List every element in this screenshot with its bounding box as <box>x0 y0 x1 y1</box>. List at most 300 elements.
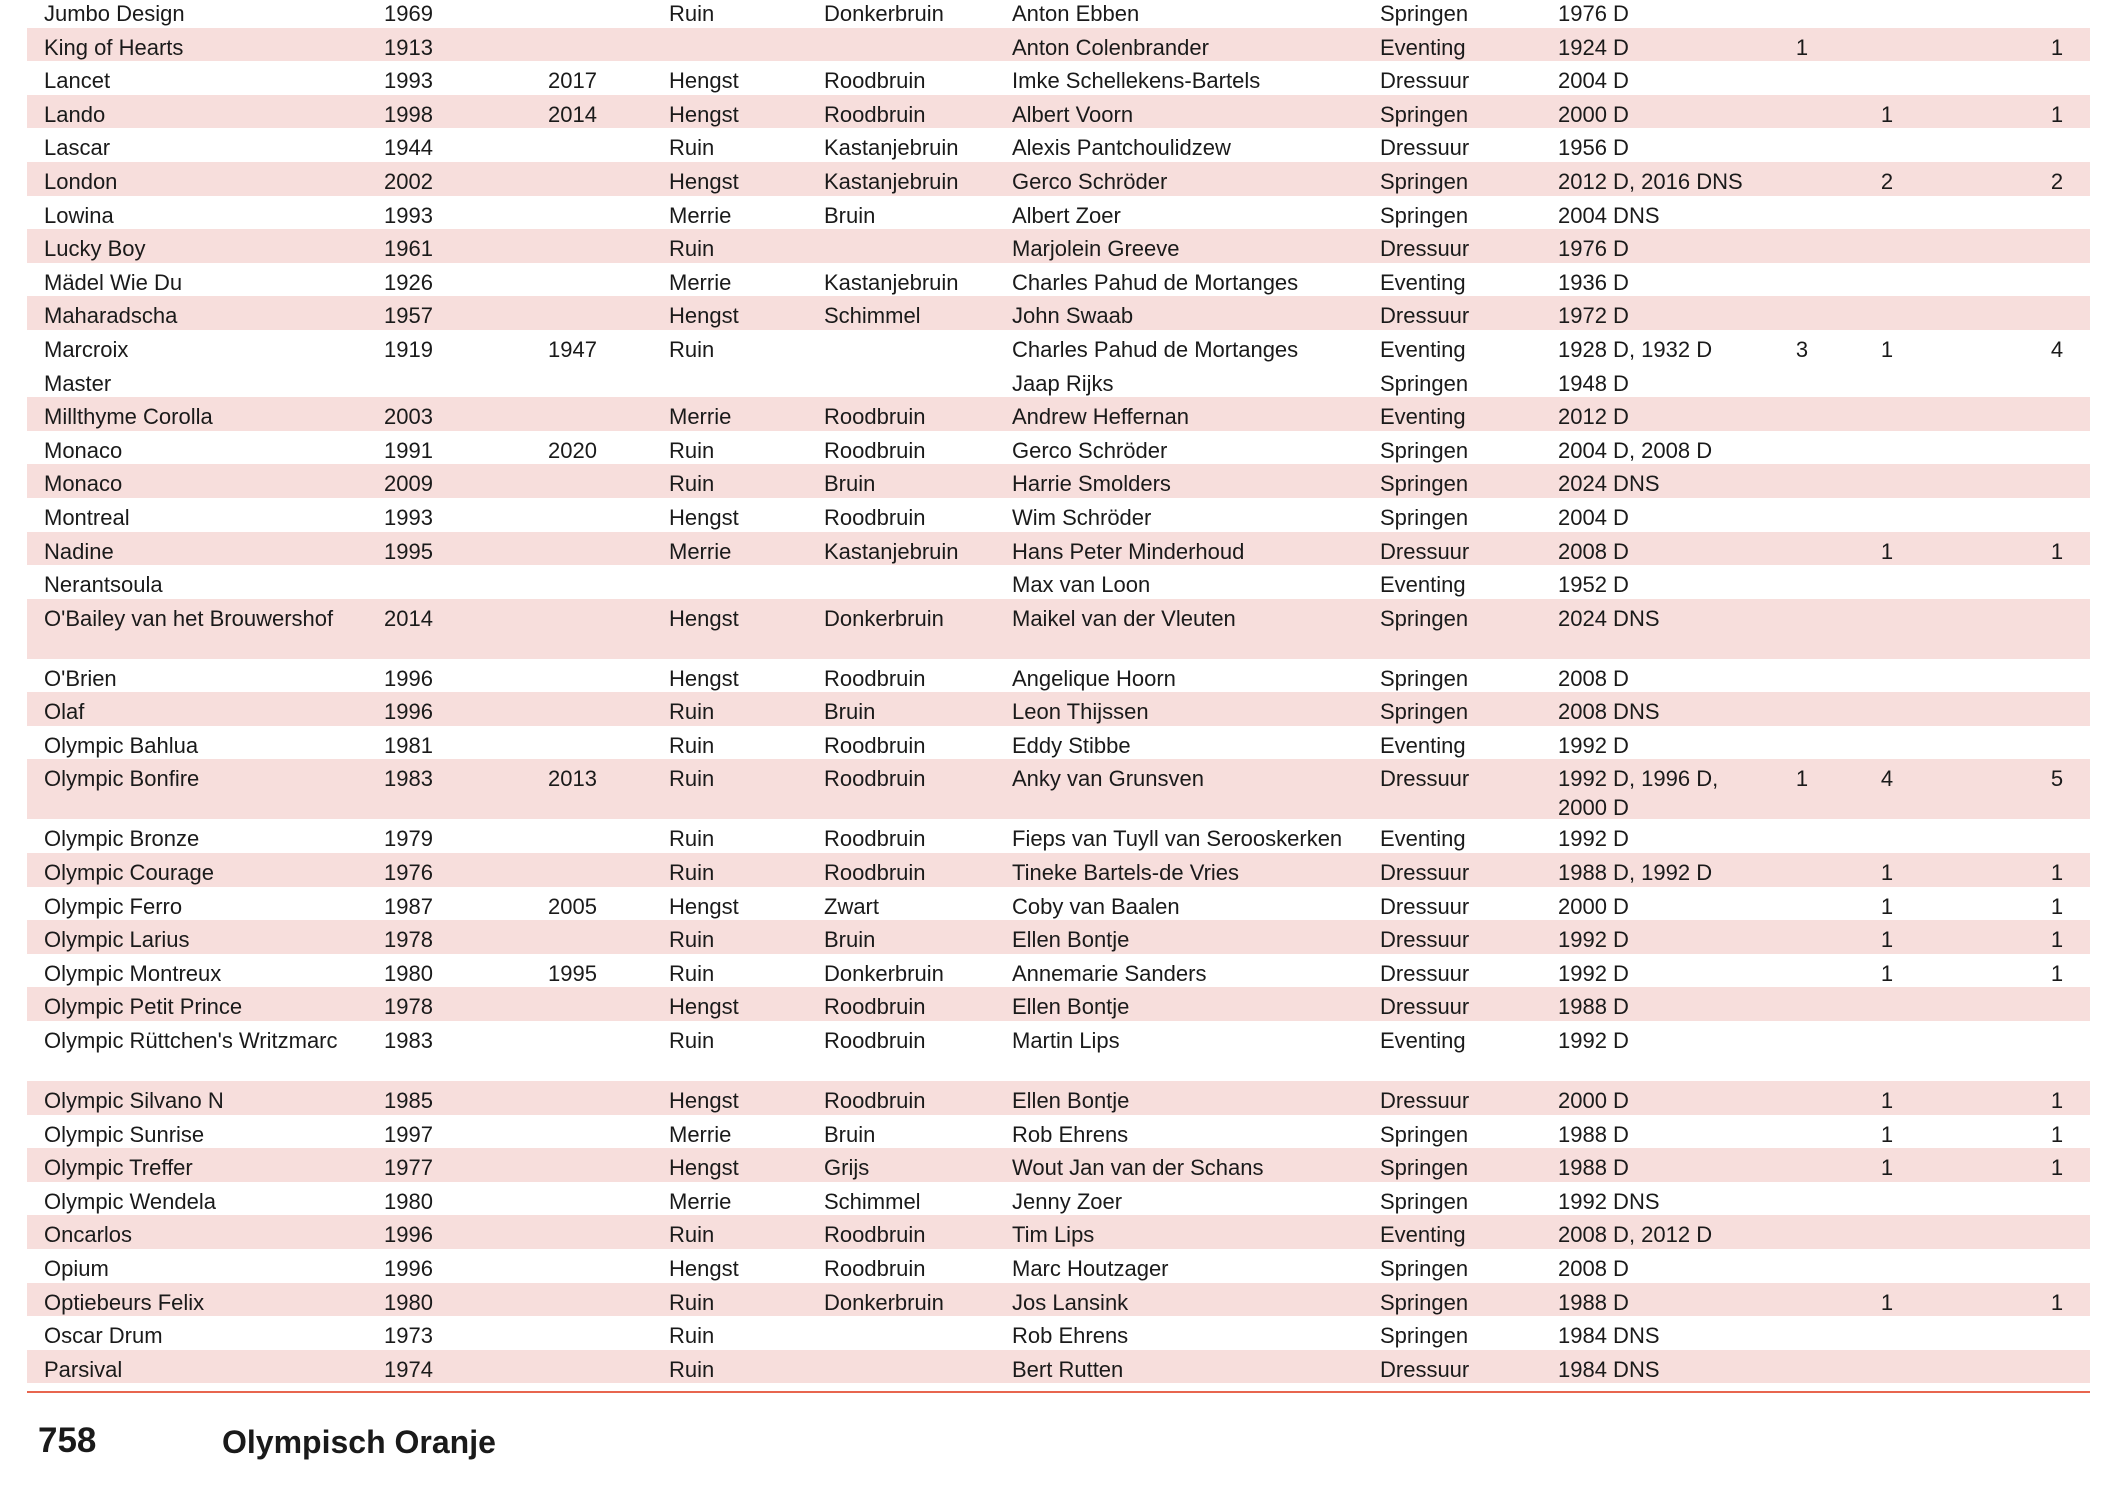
birth-year: 2009 <box>384 471 433 497</box>
page-number: 758 <box>38 1421 97 1460</box>
birth-year: 1976 <box>384 860 433 886</box>
table-row <box>27 1316 2090 1350</box>
horse-name: Olympic Bronze <box>44 826 200 852</box>
rider-name: Gerco Schröder <box>1012 168 1168 194</box>
discipline: Dressuur <box>1380 1356 1470 1382</box>
birth-year: 1991 <box>384 437 433 463</box>
table-row <box>27 853 2090 887</box>
horse-name: O'Brien <box>44 665 117 691</box>
medal-total: 1 <box>2050 927 2064 953</box>
coat-color: Roodbruin <box>824 994 926 1020</box>
table-row <box>27 1021 2090 1081</box>
discipline: Dressuur <box>1380 68 1470 94</box>
medal-count-2: 1 <box>1880 1121 1894 1147</box>
horse-sex: Ruin <box>669 135 715 161</box>
horse-name: Olympic Montreux <box>44 960 222 986</box>
horse-name: Olympic Sunrise <box>44 1121 205 1147</box>
olympic-games: 1976 D <box>1558 1 1629 26</box>
medal-count-1: 1 <box>1795 34 1809 60</box>
olympic-games: 2000 D <box>1558 101 1629 127</box>
coat-color: Roodbruin <box>824 1088 926 1114</box>
horse-sex: Hengst <box>669 605 739 631</box>
medal-total: 1 <box>2050 1121 2064 1147</box>
discipline: Eventing <box>1380 572 1466 598</box>
coat-color: Bruin <box>824 471 876 497</box>
rider-name: Albert Voorn <box>1012 101 1134 127</box>
table-row <box>27 196 2090 230</box>
horse-name: Lando <box>44 101 106 127</box>
horse-name: Olympic Rüttchen's Writzmarc <box>44 1028 338 1054</box>
rider-name: Ellen Bontje <box>1012 994 1130 1020</box>
horse-name: Monaco <box>44 437 123 463</box>
rider-name: Tineke Bartels-de Vries <box>1012 860 1240 886</box>
coat-color: Roodbruin <box>824 1256 926 1281</box>
birth-year: 1993 <box>384 504 433 530</box>
birth-year: 1995 <box>384 538 433 564</box>
coat-color: Kastanjebruin <box>824 538 959 564</box>
horse-sex: Hengst <box>669 665 739 691</box>
olympic-games: 2012 D, 2016 DNS <box>1558 168 1743 194</box>
horse-name: Optiebeurs Felix <box>44 1289 205 1315</box>
olympic-games: 1992 D, 1996 D, 2000 D <box>1558 766 1719 821</box>
olympic-games: 2024 DNS <box>1558 605 1660 631</box>
rider-name: Rob Ehrens <box>1012 1121 1129 1147</box>
olympic-games: 2008 D <box>1558 538 1629 564</box>
olympic-games: 1988 D <box>1558 1289 1629 1315</box>
death-year: 1995 <box>548 960 597 986</box>
discipline: Springen <box>1380 1323 1469 1349</box>
discipline: Springen <box>1380 1289 1469 1315</box>
horse-name: Olaf <box>44 699 85 725</box>
table-row <box>27 1148 2090 1182</box>
birth-year: 1977 <box>384 1155 433 1181</box>
table-row <box>27 498 2090 532</box>
table-row <box>27 229 2090 263</box>
horse-sex: Hengst <box>669 893 739 919</box>
horse-name: Olympic Courage <box>44 860 214 886</box>
horse-sex: Ruin <box>669 1028 715 1054</box>
medal-count-1: 3 <box>1795 336 1809 362</box>
rider-name: Anky van Grunsven <box>1012 766 1204 792</box>
horse-table <box>27 0 2090 1383</box>
birth-year: 2003 <box>384 404 433 430</box>
horse-sex: Ruin <box>669 826 715 852</box>
table-row <box>27 532 2090 566</box>
coat-color: Donkerbruin <box>824 605 944 631</box>
horse-sex: Hengst <box>669 1256 739 1281</box>
rider-name: Imke Schellekens-Bartels <box>1012 68 1261 94</box>
horse-sex: Ruin <box>669 1323 715 1349</box>
table-row <box>27 819 2090 853</box>
rider-name: Maikel van der Vleuten <box>1012 605 1236 631</box>
rider-name: Wout Jan van der Schans <box>1012 1155 1264 1181</box>
death-year: 2005 <box>548 893 597 919</box>
rider-name: Alexis Pantchoulidzew <box>1012 135 1231 161</box>
discipline: Eventing <box>1380 404 1466 430</box>
olympic-games: 1992 D <box>1558 927 1629 953</box>
horse-sex: Merrie <box>669 269 732 295</box>
horse-name: Oscar Drum <box>44 1323 163 1349</box>
rider-name: Albert Zoer <box>1012 202 1121 228</box>
discipline: Dressuur <box>1380 960 1470 986</box>
birth-year: 1980 <box>384 1289 433 1315</box>
birth-year: 1980 <box>384 960 433 986</box>
coat-color: Kastanjebruin <box>824 269 959 295</box>
coat-color: Roodbruin <box>824 826 926 852</box>
medal-total: 2 <box>2050 168 2064 194</box>
rider-name: Tim Lips <box>1012 1222 1095 1248</box>
coat-color: Roodbruin <box>824 860 926 886</box>
horse-name: Master <box>44 370 112 396</box>
horse-sex: Ruin <box>669 960 715 986</box>
horse-sex: Ruin <box>669 236 715 262</box>
rider-name: Marjolein Greeve <box>1012 236 1180 262</box>
medal-count-2: 1 <box>1880 893 1894 919</box>
olympic-games: 2008 D <box>1558 1256 1629 1281</box>
horse-name: Nerantsoula <box>44 572 163 598</box>
olympic-games: 2008 DNS <box>1558 699 1660 725</box>
medal-total: 1 <box>2050 893 2064 919</box>
table-row <box>27 920 2090 954</box>
horse-sex: Ruin <box>669 437 715 463</box>
discipline: Springen <box>1380 202 1469 228</box>
olympic-games: 1956 D <box>1558 135 1629 161</box>
horse-name: Oncarlos <box>44 1222 133 1248</box>
horse-name: Olympic Treffer <box>44 1155 193 1181</box>
discipline: Dressuur <box>1380 236 1470 262</box>
discipline: Dressuur <box>1380 1088 1470 1114</box>
discipline: Springen <box>1380 1121 1469 1147</box>
death-year: 1947 <box>548 336 597 362</box>
olympic-games: 1988 D <box>1558 994 1629 1020</box>
olympic-games: 1984 DNS <box>1558 1356 1660 1382</box>
horse-sex: Ruin <box>669 766 715 792</box>
rider-name: Jenny Zoer <box>1012 1188 1123 1214</box>
medal-total: 1 <box>2050 1088 2064 1114</box>
discipline: Eventing <box>1380 1028 1466 1054</box>
table-row <box>27 0 2090 28</box>
medal-count-2: 1 <box>1880 860 1894 886</box>
table-row <box>27 1350 2090 1384</box>
olympic-games: 2004 DNS <box>1558 202 1660 228</box>
coat-color: Bruin <box>824 202 876 228</box>
birth-year: 1983 <box>384 1028 433 1054</box>
book-title: Olympisch Oranje <box>222 1424 496 1460</box>
birth-year: 1993 <box>384 68 433 94</box>
birth-year: 1998 <box>384 101 433 127</box>
coat-color: Roodbruin <box>824 732 926 758</box>
birth-year: 1983 <box>384 766 433 792</box>
birth-year: 2014 <box>384 605 433 631</box>
horse-name: Marcroix <box>44 336 129 362</box>
table-row <box>27 987 2090 1021</box>
medal-count-2: 1 <box>1880 101 1894 127</box>
horse-sex: Hengst <box>669 1088 739 1114</box>
horse-sex: Ruin <box>669 927 715 953</box>
olympic-games: 1972 D <box>1558 303 1629 329</box>
rider-name: Bert Rutten <box>1012 1356 1124 1382</box>
medal-count-2: 1 <box>1880 336 1894 362</box>
medal-total: 1 <box>2050 1155 2064 1181</box>
olympic-games: 2000 D <box>1558 1088 1629 1114</box>
olympic-games: 1948 D <box>1558 370 1629 396</box>
horse-name: Lucky Boy <box>44 236 146 262</box>
horse-name: Olympic Bonfire <box>44 766 200 792</box>
rider-name: Anton Ebben <box>1012 1 1140 26</box>
olympic-games: 1936 D <box>1558 269 1629 295</box>
birth-year: 1980 <box>384 1188 433 1214</box>
horse-sex: Ruin <box>669 336 715 362</box>
birth-year: 1996 <box>384 665 433 691</box>
horse-name: Olympic Silvano N <box>44 1088 224 1114</box>
horse-sex: Hengst <box>669 1155 739 1181</box>
discipline: Dressuur <box>1380 303 1470 329</box>
olympic-games: 1992 D <box>1558 1028 1629 1054</box>
olympic-games: 2024 DNS <box>1558 471 1660 497</box>
discipline: Dressuur <box>1380 893 1470 919</box>
discipline: Dressuur <box>1380 135 1470 161</box>
rider-name: Max van Loon <box>1012 572 1151 598</box>
horse-name: O'Bailey van het Brouwershof <box>44 605 334 631</box>
rider-name: Jos Lansink <box>1012 1289 1129 1315</box>
olympic-games: 1984 DNS <box>1558 1323 1660 1349</box>
birth-year: 1978 <box>384 927 433 953</box>
discipline: Springen <box>1380 665 1469 691</box>
horse-sex: Hengst <box>669 68 739 94</box>
horse-sex: Ruin <box>669 860 715 886</box>
discipline: Dressuur <box>1380 538 1470 564</box>
discipline: Springen <box>1380 370 1469 396</box>
coat-color: Schimmel <box>824 1188 921 1214</box>
table-bottom-rule <box>27 1391 2090 1393</box>
coat-color: Roodbruin <box>824 766 926 792</box>
olympic-games: 1952 D <box>1558 572 1629 598</box>
rider-name: Anton Colenbrander <box>1012 34 1209 60</box>
medal-count-2: 1 <box>1880 538 1894 564</box>
medal-count-2: 1 <box>1880 960 1894 986</box>
horse-sex: Merrie <box>669 202 732 228</box>
discipline: Springen <box>1380 699 1469 725</box>
medal-total: 1 <box>2050 34 2064 60</box>
horse-name: Opium <box>44 1256 109 1281</box>
discipline: Springen <box>1380 471 1469 497</box>
medal-count-1: 1 <box>1795 766 1809 792</box>
horse-name: Jumbo Design <box>44 1 185 26</box>
horse-name: Olympic Larius <box>44 927 190 953</box>
discipline: Springen <box>1380 168 1469 194</box>
coat-color: Roodbruin <box>824 68 926 94</box>
medal-total: 1 <box>2050 538 2064 564</box>
olympic-games: 1988 D, 1992 D <box>1558 860 1713 886</box>
death-year: 2017 <box>548 68 597 94</box>
table-row <box>27 1249 2090 1283</box>
birth-year: 1973 <box>384 1323 433 1349</box>
discipline: Eventing <box>1380 34 1466 60</box>
horse-name: Lancet <box>44 68 111 94</box>
birth-year: 1997 <box>384 1121 433 1147</box>
horse-sex: Merrie <box>669 1121 732 1147</box>
discipline: Dressuur <box>1380 860 1470 886</box>
birth-year: 1944 <box>384 135 433 161</box>
coat-color: Roodbruin <box>824 1222 926 1248</box>
horse-sex: Hengst <box>669 303 739 329</box>
rider-name: Andrew Heffernan <box>1012 404 1189 430</box>
table-row <box>27 692 2090 726</box>
horse-sex: Ruin <box>669 699 715 725</box>
coat-color: Roodbruin <box>824 404 926 430</box>
birth-year: 1987 <box>384 893 433 919</box>
rider-name: Rob Ehrens <box>1012 1323 1129 1349</box>
birth-year: 1919 <box>384 336 433 362</box>
coat-color: Bruin <box>824 699 876 725</box>
horse-name: Monaco <box>44 471 123 497</box>
rider-name: Fieps van Tuyll van Serooskerken <box>1012 826 1343 852</box>
medal-count-2: 1 <box>1880 1289 1894 1315</box>
coat-color: Kastanjebruin <box>824 168 959 194</box>
rider-name: Jaap Rijks <box>1012 370 1114 396</box>
horse-name: Parsival <box>44 1356 123 1382</box>
rider-name: Martin Lips <box>1012 1028 1120 1054</box>
horse-name: Olympic Bahlua <box>44 732 199 758</box>
horse-sex: Ruin <box>669 1289 715 1315</box>
coat-color: Donkerbruin <box>824 1 944 26</box>
discipline: Eventing <box>1380 1222 1466 1248</box>
horse-sex: Ruin <box>669 732 715 758</box>
birth-year: 1926 <box>384 269 433 295</box>
medal-total: 1 <box>2050 1289 2064 1315</box>
rider-name: Harrie Smolders <box>1012 471 1171 497</box>
table-row <box>27 128 2090 162</box>
table-row <box>27 296 2090 330</box>
table-row <box>27 659 2090 693</box>
horse-name: Nadine <box>44 538 114 564</box>
medal-total: 5 <box>2050 766 2064 792</box>
horse-name: Mädel Wie Du <box>44 269 183 295</box>
coat-color: Donkerbruin <box>824 1289 944 1315</box>
olympic-games: 1924 D <box>1558 34 1629 60</box>
death-year: 2020 <box>548 437 597 463</box>
rider-name: Angelique Hoorn <box>1012 665 1176 691</box>
discipline: Springen <box>1380 1188 1469 1214</box>
horse-name: London <box>44 168 118 194</box>
table-row <box>27 28 2090 62</box>
coat-color: Grijs <box>824 1155 870 1181</box>
coat-color: Roodbruin <box>824 665 926 691</box>
discipline: Eventing <box>1380 269 1466 295</box>
medal-count-2: 1 <box>1880 1155 1894 1181</box>
table-row <box>27 954 2090 988</box>
table-row <box>27 364 2090 398</box>
discipline: Springen <box>1380 101 1469 127</box>
table-row <box>27 95 2090 129</box>
birth-year: 1978 <box>384 994 433 1020</box>
birth-year: 1996 <box>384 1256 433 1281</box>
horse-sex: Ruin <box>669 1356 715 1382</box>
coat-color: Bruin <box>824 1121 876 1147</box>
medal-count-2: 1 <box>1880 927 1894 953</box>
olympic-games: 2008 D, 2012 D <box>1558 1222 1713 1248</box>
table-row <box>27 397 2090 431</box>
horse-sex: Hengst <box>669 168 739 194</box>
olympic-games: 1992 D <box>1558 960 1629 986</box>
olympic-games: 1988 D <box>1558 1155 1629 1181</box>
horse-name: Maharadscha <box>44 303 178 329</box>
olympic-games: 2000 D <box>1558 893 1629 919</box>
rider-name: Marc Houtzager <box>1012 1256 1169 1281</box>
horse-sex: Ruin <box>669 1222 715 1248</box>
table-row <box>27 61 2090 95</box>
coat-color: Zwart <box>824 893 879 919</box>
coat-color: Roodbruin <box>824 1028 926 1054</box>
birth-year: 1996 <box>384 1222 433 1248</box>
discipline: Eventing <box>1380 336 1466 362</box>
table-row <box>27 431 2090 465</box>
death-year: 2014 <box>548 101 597 127</box>
death-year: 2013 <box>548 766 597 792</box>
table-row <box>27 599 2090 659</box>
discipline: Springen <box>1380 1 1469 26</box>
rider-name: Annemarie Sanders <box>1012 960 1207 986</box>
olympic-games: 1988 D <box>1558 1121 1629 1147</box>
table-row <box>27 330 2090 364</box>
medal-total: 1 <box>2050 960 2064 986</box>
rider-name: Ellen Bontje <box>1012 927 1130 953</box>
rider-name: Eddy Stibbe <box>1012 732 1131 758</box>
discipline: Springen <box>1380 504 1469 530</box>
birth-year: 1985 <box>384 1088 433 1114</box>
table-row <box>27 1115 2090 1149</box>
birth-year: 1913 <box>384 34 433 60</box>
table-row <box>27 1081 2090 1115</box>
birth-year: 2002 <box>384 168 433 194</box>
olympic-games: 1992 D <box>1558 826 1629 852</box>
birth-year: 1993 <box>384 202 433 228</box>
table-row <box>27 162 2090 196</box>
birth-year: 1996 <box>384 699 433 725</box>
birth-year: 1979 <box>384 826 433 852</box>
rider-name: John Swaab <box>1012 303 1134 329</box>
medal-count-2: 4 <box>1880 766 1894 792</box>
horse-name: Montreal <box>44 504 130 530</box>
rider-name: Charles Pahud de Mortanges <box>1012 269 1299 295</box>
olympic-games: 1928 D, 1932 D <box>1558 336 1713 362</box>
discipline: Dressuur <box>1380 766 1470 792</box>
discipline: Dressuur <box>1380 927 1470 953</box>
rider-name: Charles Pahud de Mortanges <box>1012 336 1299 362</box>
discipline: Eventing <box>1380 826 1466 852</box>
table-row <box>27 1182 2090 1216</box>
discipline: Springen <box>1380 1155 1469 1181</box>
olympic-games: 2004 D <box>1558 68 1629 94</box>
table-row <box>27 726 2090 760</box>
horse-sex: Merrie <box>669 404 732 430</box>
rider-name: Hans Peter Minderhoud <box>1012 538 1245 564</box>
birth-year: 1969 <box>384 1 433 26</box>
discipline: Eventing <box>1380 732 1466 758</box>
olympic-games: 1992 DNS <box>1558 1188 1660 1214</box>
horse-name: Olympic Ferro <box>44 893 183 919</box>
horse-name: Olympic Wendela <box>44 1188 216 1214</box>
discipline: Springen <box>1380 1256 1469 1281</box>
discipline: Dressuur <box>1380 994 1470 1020</box>
medal-count-2: 1 <box>1880 1088 1894 1114</box>
horse-name: Millthyme Corolla <box>44 404 213 430</box>
birth-year: 1974 <box>384 1356 433 1382</box>
rider-name: Wim Schröder <box>1012 504 1152 530</box>
table-row <box>27 1283 2090 1317</box>
olympic-games: 1976 D <box>1558 236 1629 262</box>
horse-sex: Merrie <box>669 538 732 564</box>
